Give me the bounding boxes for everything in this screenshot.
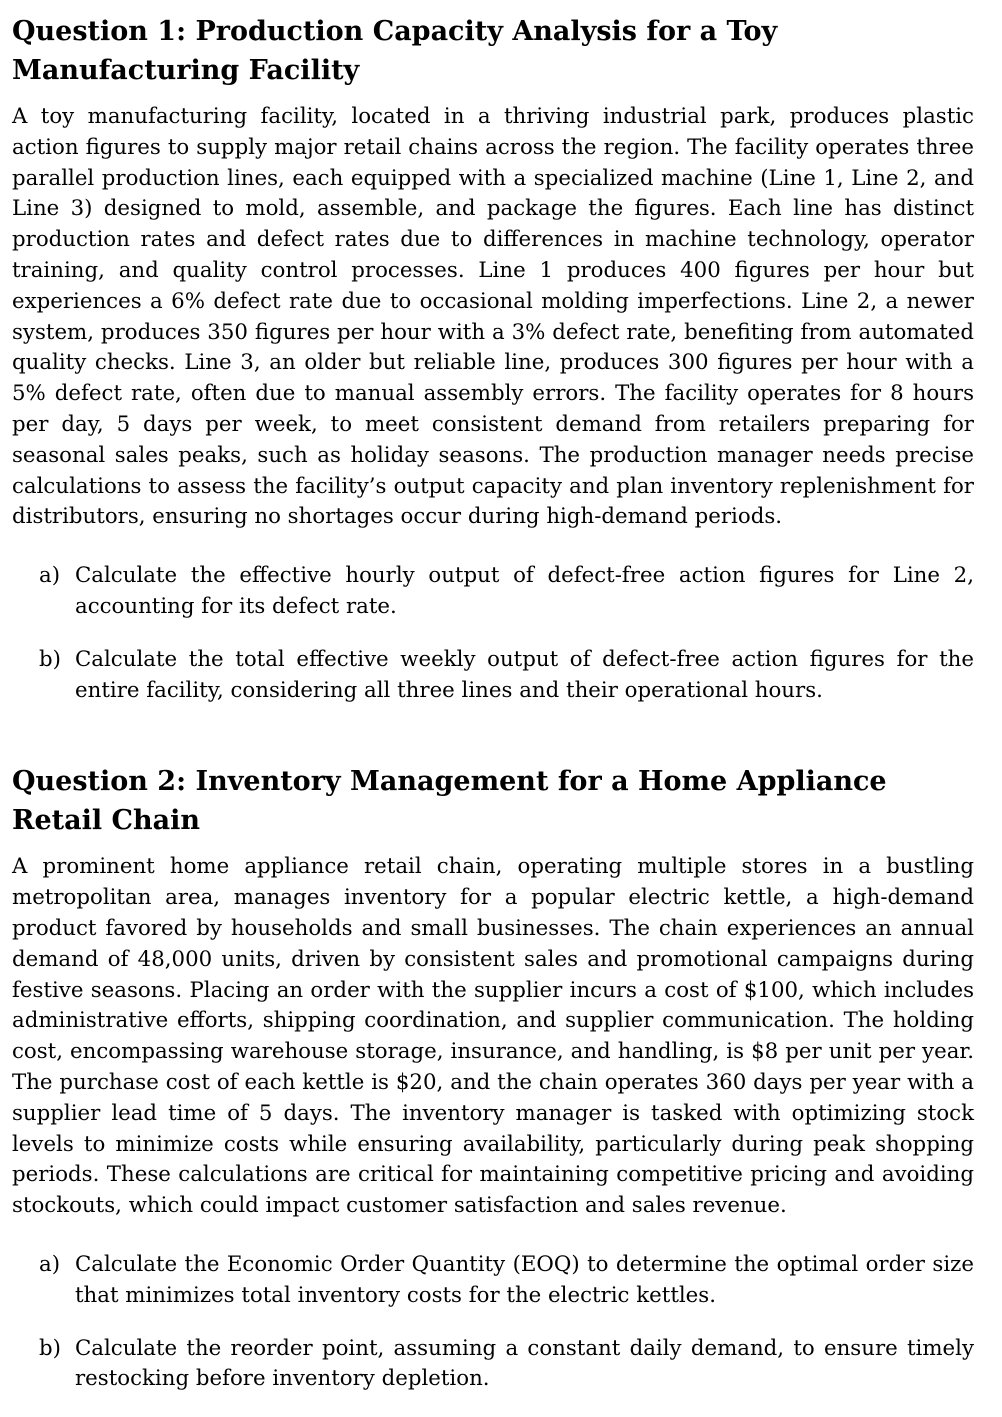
question-2-part-b bbox=[12, 1334, 974, 1396]
question-1-title: Question 1: Production Capacity Analysis for a Toy Manufacturing Facility bbox=[12, 16, 778, 86]
question-2-parts bbox=[12, 1250, 974, 1395]
question-2-body: A prominent home appliance retail chain, operating multiple stores in a bustling metropolitan area, manages inventory for a popular electric kettle, a high-demand product favored by households and small businesses. The chain experiences an annual demand of 48,000 units, driven by consistent sales and promotional campaigns during festive seasons. Placing an order with the supplier incurs a cost of $100, which includes administrative efforts, shipping coordination, and supplier communication. The holding cost, encompassing warehouse storage, insurance, and handling, is $8 per unit per year. The purchase cost of each kettle is $20, and the chain operates 360 days per year with a supplier lead time of 5 days. The inventory manager is tasked with optimizing stock levels to minimize costs while ensuring availability, particularly during peak shopping periods. These calculations are critical for maintaining competitive pricing and avoiding stockouts, which could impact customer satisfaction and sales revenue. bbox=[12, 854, 974, 1219]
document-page bbox=[12, 10, 974, 1417]
question-2-title: Question 2: Inventory Management for a Home Appliance Retail Chain bbox=[12, 766, 887, 837]
part-marker: b) bbox=[39, 1335, 61, 1361]
section-spacer bbox=[12, 728, 974, 762]
part-text: Calculate the effective hourly output of defect-free action figures for Line 2, accounting for its defect rate. bbox=[75, 563, 974, 619]
question-1-part-a bbox=[12, 561, 974, 623]
part-marker: a) bbox=[39, 563, 61, 589]
part-text: Calculate the reorder point, assuming a constant daily demand, to ensure timely restocking before inventory depletion. bbox=[75, 1335, 974, 1392]
question-2-part-a bbox=[12, 1250, 974, 1312]
part-text: Calculate the Economic Order Quantity (EOQ) to determine the optimal order size that minimizes total inventory costs for the electric kettles. bbox=[75, 1251, 974, 1308]
part-marker: a) bbox=[39, 1251, 61, 1277]
question-1-body: A toy manufacturing facility, located in a thriving industrial park, produces plastic action figures to supply major retail chains across the region. The facility operates three parallel production lines, each equipped with a specialized machine (Line 1, Line 2, and Line 3) designed to mold, assemble, and package the figures. Each line has distinct production rates and defect rates due to differences in machine technology, operator training, and quality control processes. Line 1 produces 400 figures per hour but experiences a 6% defect rate due to occasional molding imperfections. Line 2, a newer system, produces 350 figures per hour with a 3% defect rate, benefiting from automated quality checks. Line 3, an older but reliable line, produces 300 figures per hour with a 5% defect rate, often due to manual assembly errors. The facility operates for 8 hours per day, 5 days per week, to meet consistent demand from retailers preparing for seasonal sales peaks, such as holiday seasons. The production manager needs precise calculations to assess the facility’s output capacity and plan inventory replenishment for distributors, ensuring no shortages occur during high-demand periods. bbox=[12, 104, 974, 530]
question-1-part-b bbox=[12, 645, 974, 707]
question-1-section bbox=[12, 12, 974, 706]
question-1-parts bbox=[12, 561, 974, 706]
question-2-section bbox=[12, 762, 974, 1395]
part-marker: b) bbox=[39, 646, 61, 672]
part-text: Calculate the total effective weekly output of defect-free action figures for the entire facility, considering all three lines and their operational hours. bbox=[75, 646, 974, 703]
